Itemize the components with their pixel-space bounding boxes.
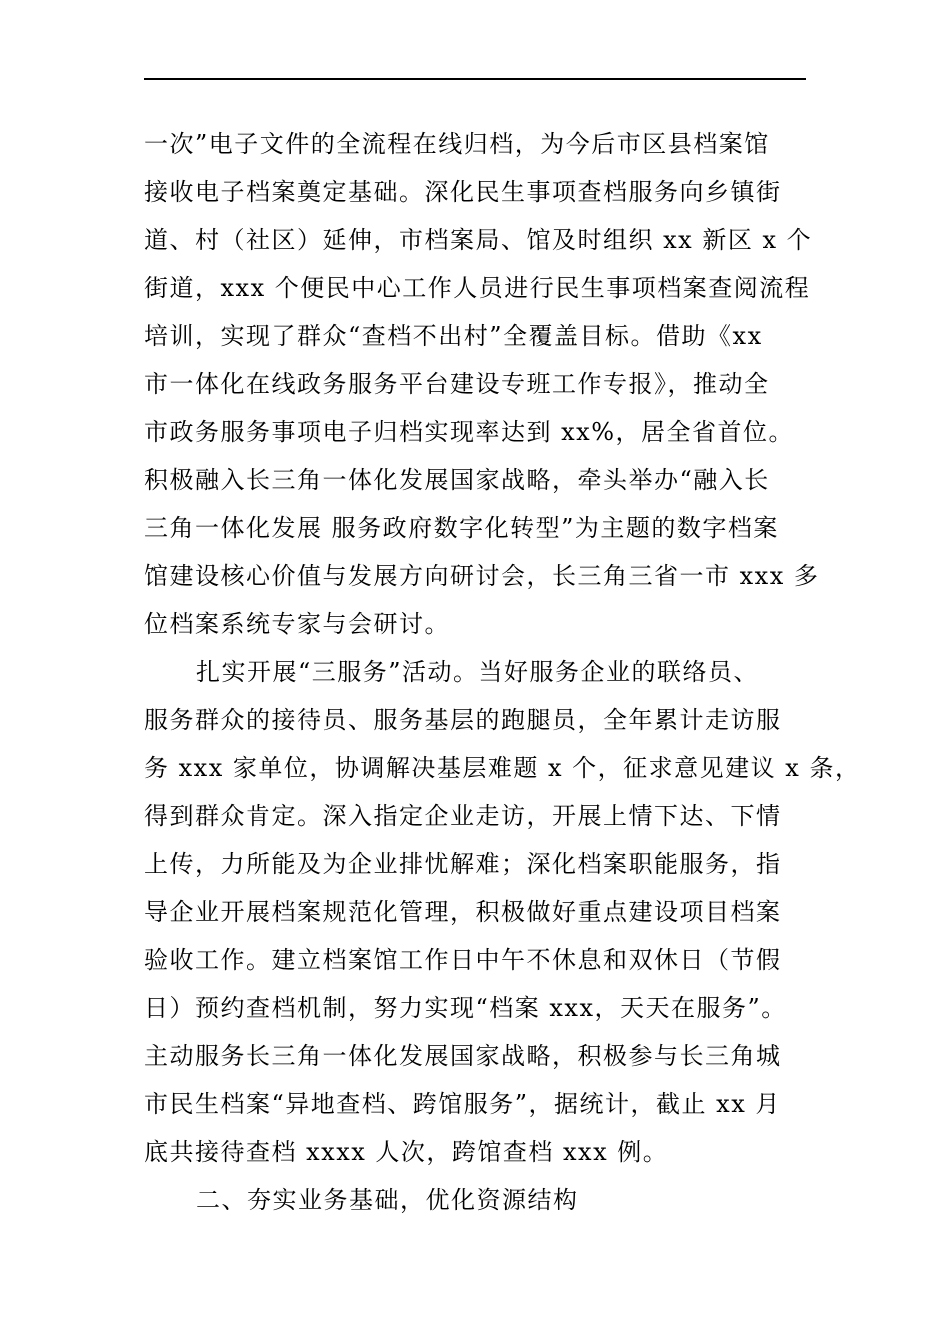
text-line: 验收工作。建立档案馆工作日中午不休息和双休日（节假 [144, 946, 782, 974]
header-rule [144, 78, 806, 80]
text-line: 接收电子档案奠定基础。深化民生事项查档服务向乡镇街 [144, 178, 782, 206]
text-line: 街道，xxx 个便民中心工作人员进行民生事项档案查阅流程 [144, 274, 811, 302]
text-line: 服务群众的接待员、服务基层的跑腿员，全年累计走访服 [144, 706, 782, 734]
text-line: 培训，实现了群众“查档不出村”全覆盖目标。借助《xx [144, 322, 763, 350]
text-line: 导企业开展档案规范化管理，积极做好重点建设项目档案 [144, 898, 782, 926]
text-line: 市政务服务事项电子归档实现率达到 xx%，居全省首位。 [144, 418, 795, 446]
text-line: 日）预约查档机制，努力实现“档案 xxx，天天在服务”。 [144, 994, 787, 1022]
text-line: 三角一体化发展 服务政府数字化转型”为主题的数字档案 [144, 514, 779, 542]
text-line: 馆建设核心价值与发展方向研讨会，长三角三省一市 xxx 多 [144, 562, 820, 590]
text-line: 主动服务长三角一体化发展国家战略，积极参与长三角城 [144, 1042, 782, 1070]
text-line: 积极融入长三角一体化发展国家战略，牵头举办“融入长 [144, 466, 770, 494]
text-line: 一次”电子文件的全流程在线归档，为今后市区县档案馆 [144, 130, 770, 158]
text-line: 得到群众肯定。深入指定企业走访，开展上情下达、下情 [144, 802, 782, 830]
text-line: 上传，力所能及为企业排忧解难；深化档案职能服务，指 [144, 850, 782, 878]
paragraph-first-line: 扎实开展“三服务”活动。当好服务企业的联络员、 [196, 658, 760, 686]
text-line: 市民生档案“异地查档、跨馆服务”，据统计，截止 xx 月 [144, 1090, 781, 1118]
text-line: 务 xxx 家单位，协调解决基层难题 x 个，征求意见建议 x 条， [144, 754, 861, 782]
text-line: 位档案系统专家与会研讨。 [144, 610, 450, 638]
text-line: 道、村（社区）延伸，市档案局、馆及时组织 xx 新区 x 个 [144, 226, 813, 254]
text-line: 底共接待查档 xxxx 人次，跨馆查档 xxx 例。 [144, 1138, 669, 1166]
section-heading: 二、夯实业务基础，优化资源结构 [196, 1186, 579, 1214]
text-line: 市一体化在线政务服务平台建设专班工作专报》，推动全 [144, 370, 770, 398]
